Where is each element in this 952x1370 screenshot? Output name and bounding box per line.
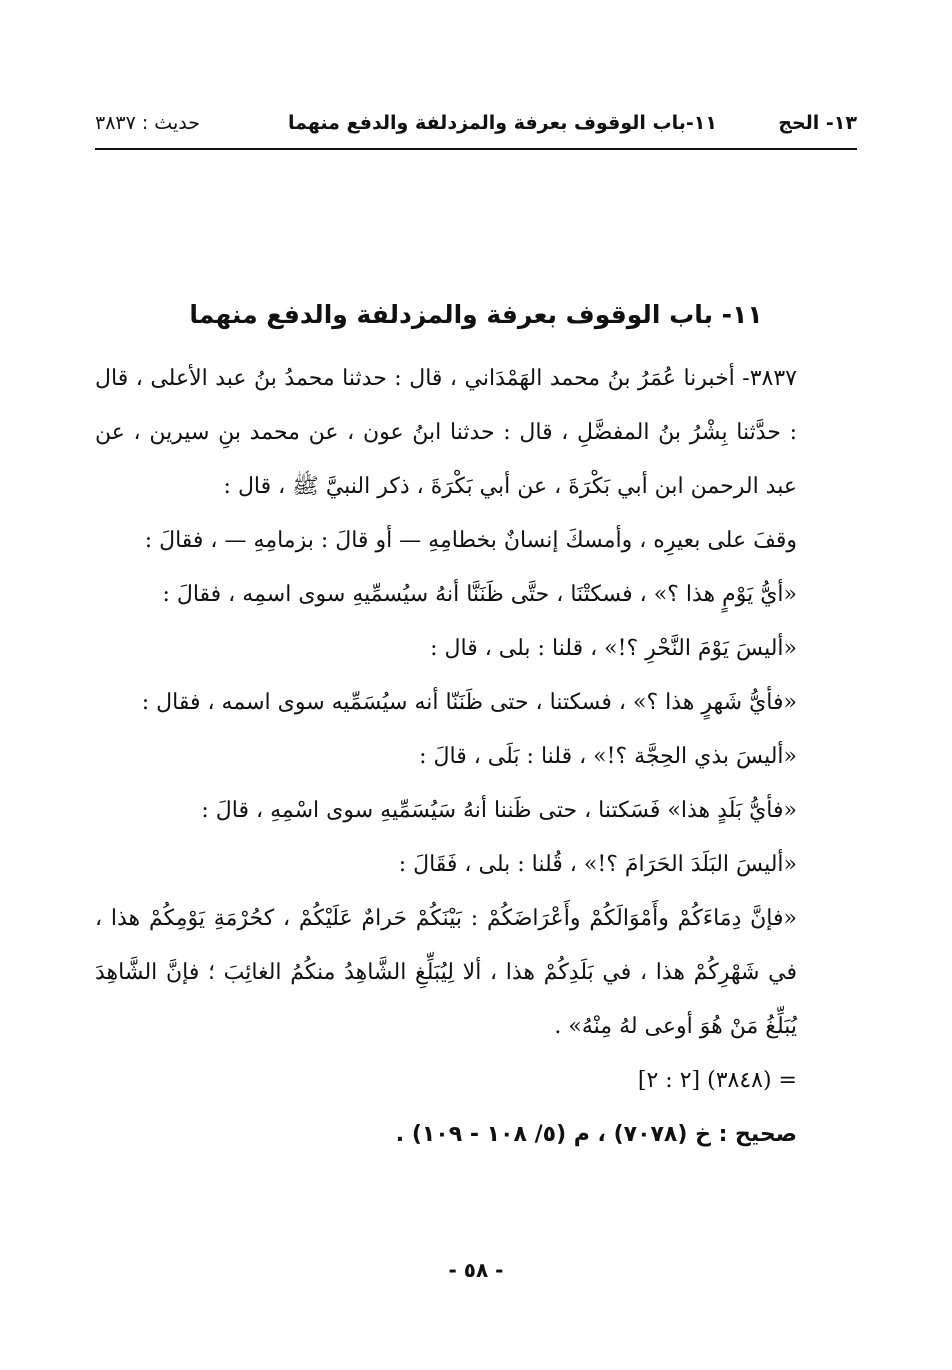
paragraph-line: وقفَ على بعيرِه ، وأمسكَ إنسانٌ بخطامِهِ — أو قالَ : بزمامِهِ — ، فقالَ : <box>144 528 797 553</box>
chapter-title: ١١- باب الوقوف بعرفة والمزدلفة والدفع منهما <box>189 300 763 329</box>
paragraph-line: «فأيُّ شَهرٍ هذا ؟» ، فسكتنا ، حتى ظَنَنّا أنه سيُسَمِّيه سوى اسمه ، فقال : <box>141 690 797 715</box>
header-section: ١١-باب الوقوف بعرفة والمزدلفة والدفع منهما <box>287 112 717 134</box>
paragraph-line: «أليسَ يَوْمَ النَّحْرِ ؟!» ، قلنا : بلى ، قال : <box>430 636 797 661</box>
paragraph-line: «أليسَ البَلَدَ الحَرَامَ ؟!» ، قُلنا : بلى ، فَقَالَ : <box>398 852 797 877</box>
hadith-grade: صحيح : خ (٧٠٧٨) ، م (٥/ ١٠٨ - ١٠٩) . <box>395 1122 797 1147</box>
hadith-text <box>95 352 852 1162</box>
page-number: - ٥٨ - <box>448 1258 504 1282</box>
running-header <box>95 108 857 144</box>
paragraph-line: «فأيُّ بَلَدٍ هذا» فَسَكتنا ، حتى ظَننا أنهُ سَيُسَمِّيهِ سوى اسْمِهِ ، قالَ : <box>201 798 797 823</box>
paragraph-line: «أليسَ بذي الحِجَّة ؟!» ، قلنا : بَلَى ، قالَ : <box>419 744 797 769</box>
header-chapter: ١٣- الحج <box>778 112 857 134</box>
header-hadith-ref: حديث : ٣٨٣٧ <box>95 112 200 134</box>
header-rule <box>95 148 857 150</box>
paragraph-line: «أيُّ يَوْمٍ هذا ؟» ، فسكتْنَا ، حتَّى ظَنَنَّا أنهُ سيُسمِّيهِ سوى اسمِه ، فقالَ : <box>162 582 797 607</box>
paragraph-isnad: ٣٨٣٧- أخبرنا عُمَرُ بنُ محمد الهَمْدَاني ، قال : حدثنا محمدُ بنُ عبد الأعلى ، قال : حدَّثنا بِشْرُ بنُ المفضَّلِ ، قال : حدثنا ابنُ عون ، عن محمد بنِ سيرين ، عن عبد الرحمن ابن أبي بَكْرَةَ ، عن أبي بَكْرَةَ ، ذكر النبيَّ ﷺ ، قال : <box>95 366 797 499</box>
paragraph-line: «فإنَّ دِمَاءَكُمْ وأَمْوَالَكُمْ وأَعْرَاضَكُمْ : بَيْنَكُمْ حَرامٌ عَلَيْكُمْ ، كحُرْمَةِ يَوْمِكُمْ هذا ، في شَهْرِكُمْ هذا ، في بَلَدِكُمْ هذا ، ألا لِيُبَلِّغِ الشَّاهِدُ منكُمُ الغائِبَ ؛ فإنَّ الشَّاهِدَ يُبَلِّغُ مَنْ هُوَ أوعى لهُ مِنْهُ» . <box>95 906 797 1039</box>
cross-reference: = (٣٨٤٨) [٢ : ٢] <box>637 1068 797 1093</box>
